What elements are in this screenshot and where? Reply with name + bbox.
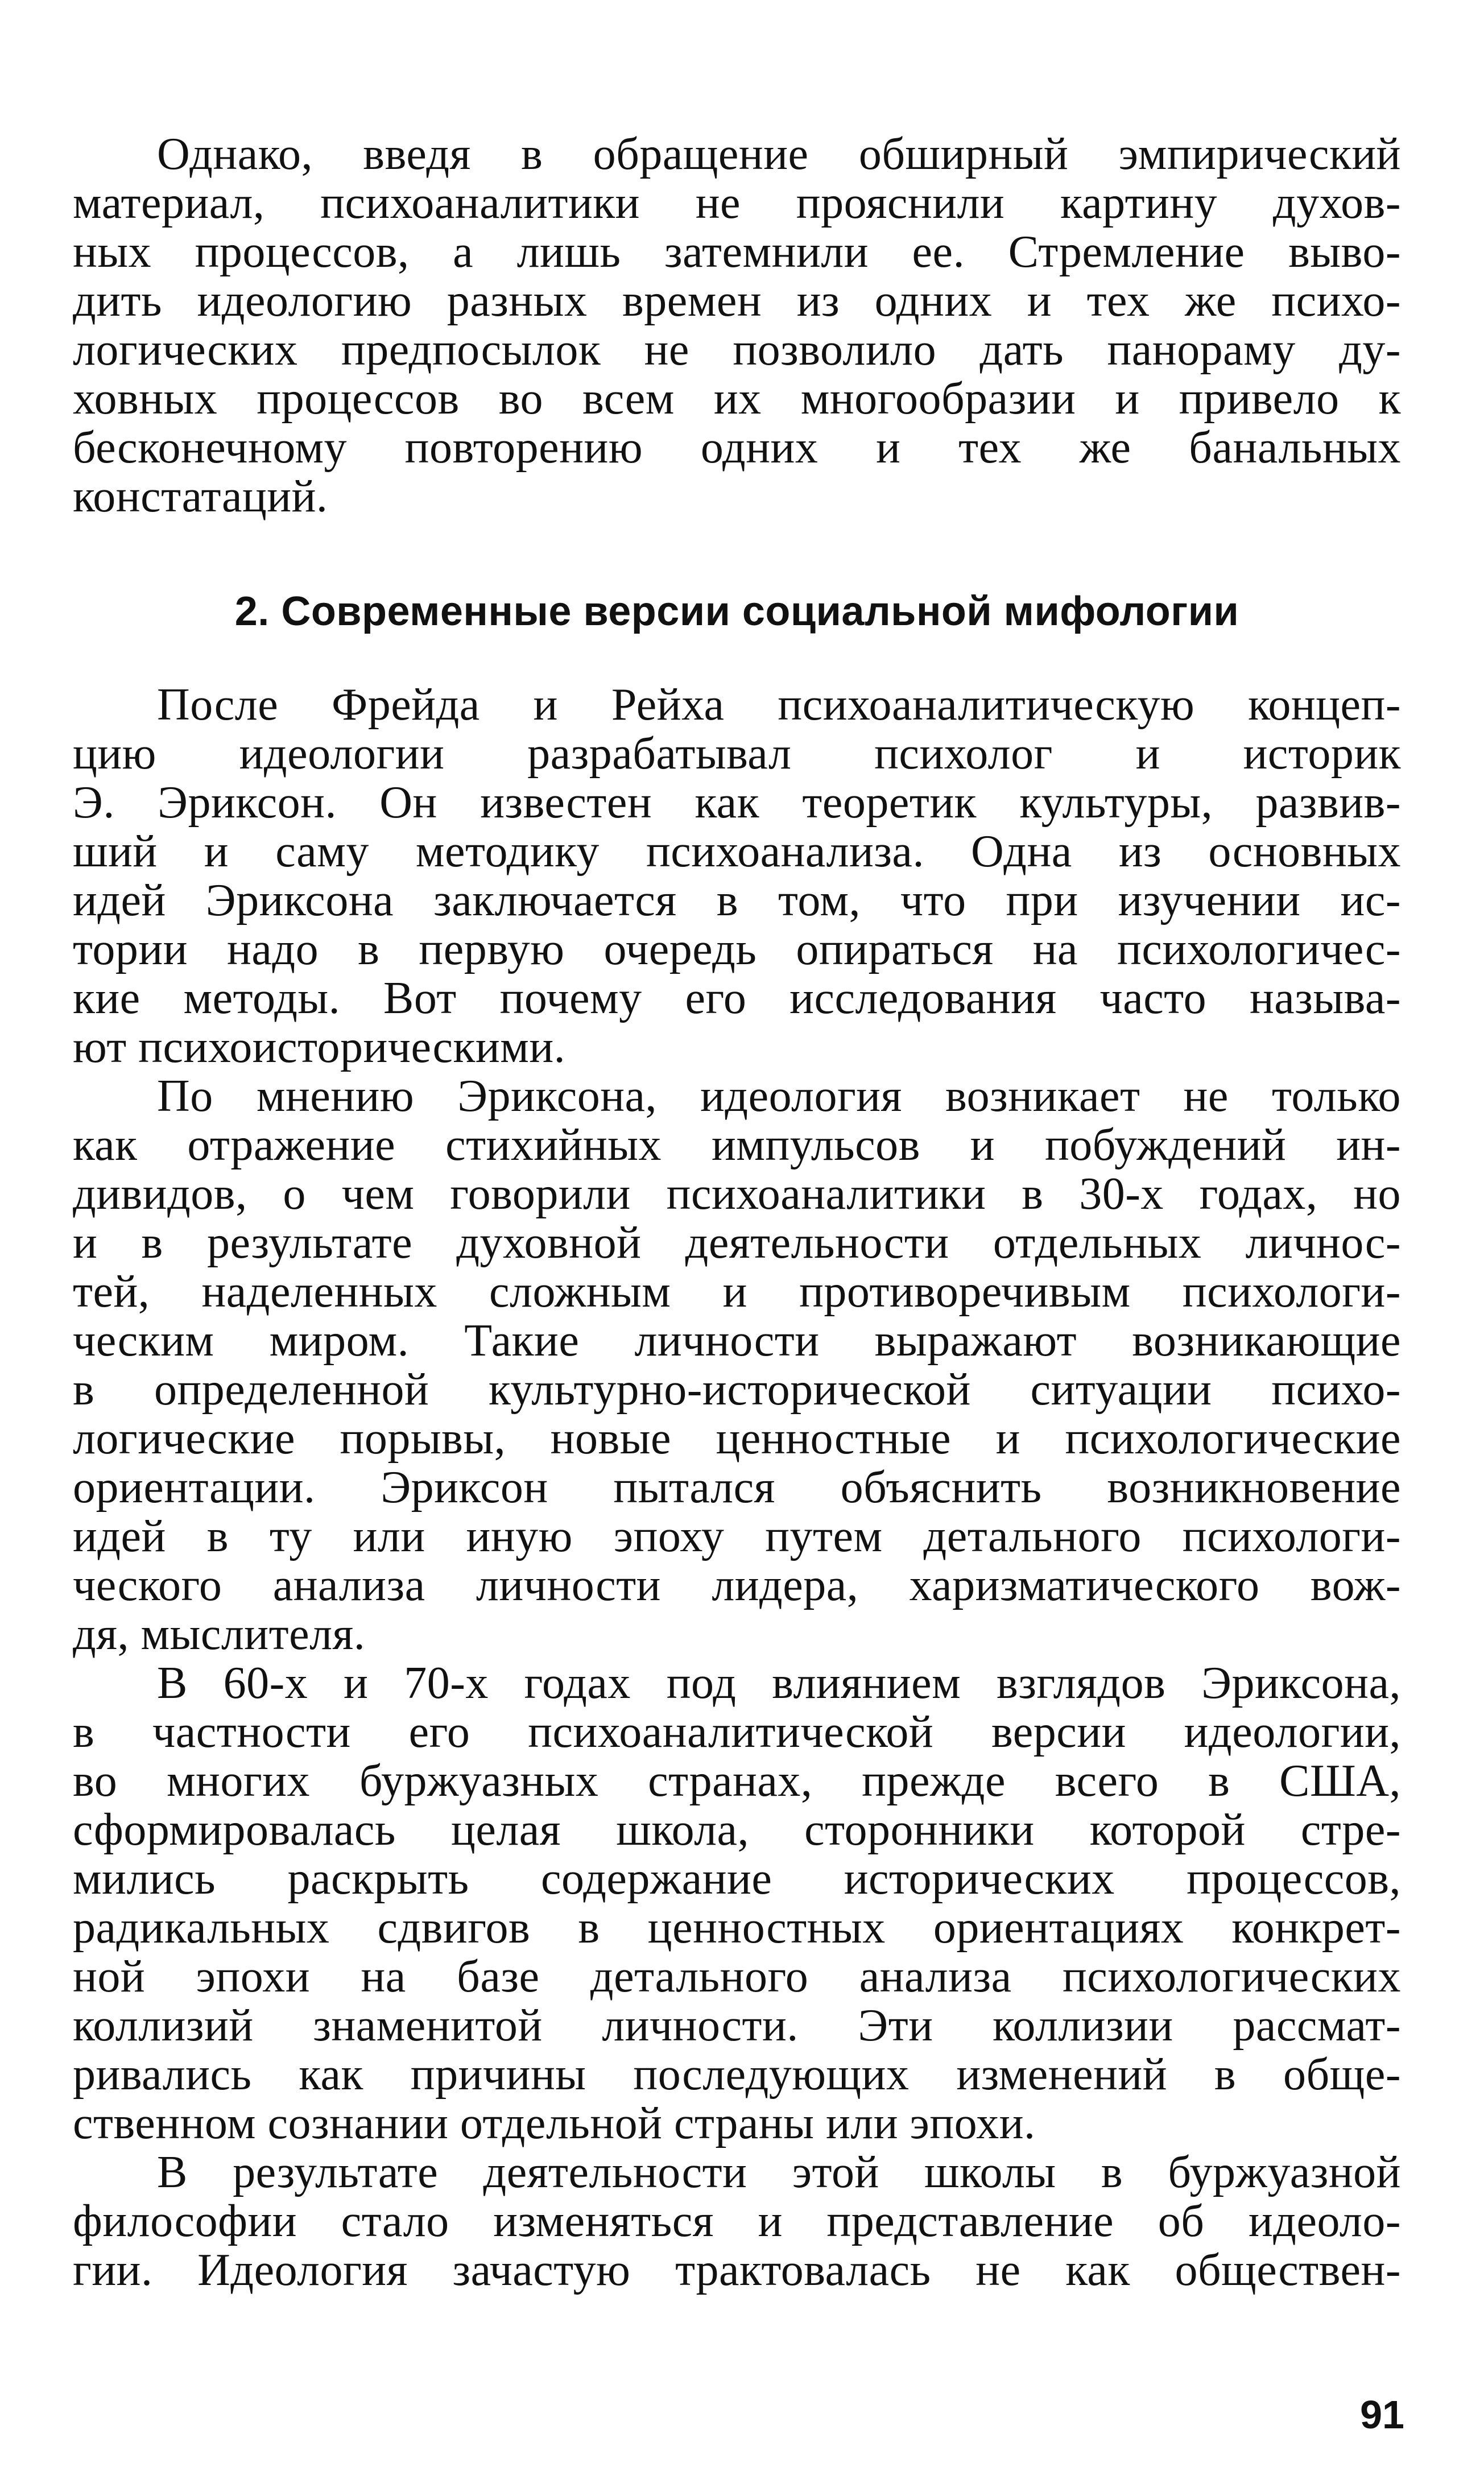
- text-line: ной эпохи на базе детального анализа психологических: [73, 1952, 1401, 2002]
- text-line: бесконечному повторению одних и тех же банальных: [73, 423, 1401, 473]
- text-line: логические порывы, новые ценностные и психологические: [73, 1414, 1401, 1464]
- text-line: ственном сознании отдельной страны или эпохи.: [73, 2098, 1036, 2148]
- text-line: ных процессов, а лишь затемнили ее. Стремление выво-: [73, 227, 1401, 277]
- text-line: констатаций.: [73, 472, 328, 522]
- text-line: материал, психоаналитики не прояснили картину духов-: [73, 178, 1401, 228]
- text-line: тории надо в первую очередь опираться на психологичес-: [73, 924, 1401, 974]
- text-line: дя, мыслителя.: [73, 1609, 366, 1659]
- text-line: гии. Идеология зачастую трактовалась не как обществен-: [73, 2245, 1401, 2295]
- text-line: коллизий знаменитой личности. Эти коллизии рассмат-: [73, 2001, 1401, 2051]
- text-line: ют психоисторическими.: [73, 1022, 566, 1072]
- text-line: ховных процессов во всем их многообразии и привело к: [73, 374, 1401, 424]
- paragraph-2: [73, 680, 1401, 1072]
- paragraph-1: [73, 130, 1401, 521]
- text-line: дивидов, о чем говорили психоаналитики в 30-х годах, но: [73, 1169, 1401, 1219]
- text-line: тей, наделенных сложным и противоречивым психологи-: [73, 1267, 1401, 1317]
- text-line: цию идеологии разрабатывал психолог и историк: [73, 729, 1401, 779]
- text-line: во многих буржуазных странах, прежде всего в США,: [73, 1756, 1401, 1806]
- text-line: философии стало изменяться и представление об идеоло-: [73, 2196, 1401, 2246]
- text-line: Однако, введя в обращение обширный эмпирический: [157, 129, 1401, 179]
- text-line: логических предпосылок не позволило дать панораму ду-: [73, 325, 1401, 375]
- text-line: Э. Эриксон. Он известен как теоретик культуры, развив-: [73, 778, 1401, 828]
- text-line: в определенной культурно-исторической ситуации психо-: [73, 1365, 1401, 1415]
- text-line: ческого анализа личности лидера, харизматического вож-: [73, 1560, 1401, 1610]
- text-line: в частности его психоаналитической версии идеологии,: [73, 1707, 1401, 1757]
- page-number: 91: [1360, 2392, 1404, 2437]
- paragraph-5: [73, 2148, 1401, 2295]
- text-line: радикальных сдвигов в ценностных ориентациях конкрет-: [73, 1903, 1401, 1953]
- text-line: идей Эриксона заключается в том, что при изучении ис-: [73, 875, 1401, 925]
- text-line: и в результате духовной деятельности отдельных личнос-: [73, 1218, 1401, 1268]
- text-line: мились раскрыть содержание исторических процессов,: [73, 1854, 1401, 1904]
- text-line: как отражение стихийных импульсов и побуждений ин-: [73, 1120, 1401, 1170]
- text-line: ческим миром. Такие личности выражают возникающие: [73, 1316, 1401, 1366]
- section-heading: 2. Современные версии социальной мифологии: [234, 589, 1239, 634]
- text-line: ориентации. Эриксон пытался объяснить возникновение: [73, 1462, 1401, 1513]
- text-line: По мнению Эриксона, идеология возникает не только: [157, 1071, 1401, 1121]
- text-line: идей в ту или иную эпоху путем детального психологи-: [73, 1511, 1401, 1561]
- text-line: После Фрейда и Рейха психоаналитическую концеп-: [157, 680, 1401, 730]
- text-line: ривались как причины последующих изменений в обще-: [73, 2049, 1401, 2100]
- text-line: ший и саму методику психоанализа. Одна из основных: [73, 827, 1401, 877]
- text-line: сформировалась целая школа, сторонники которой стре-: [73, 1805, 1401, 1855]
- text-line: В результате деятельности этой школы в буржуазной: [157, 2147, 1401, 2197]
- text-line: кие методы. Вот почему его исследования часто называ-: [73, 973, 1401, 1023]
- text-line: В 60-х и 70-х годах под влиянием взглядов Эриксона,: [157, 1658, 1401, 1708]
- paragraph-4: [73, 1659, 1401, 2148]
- text-line: дить идеологию разных времен из одних и тех же психо-: [73, 276, 1401, 326]
- paragraph-3: [73, 1072, 1401, 1659]
